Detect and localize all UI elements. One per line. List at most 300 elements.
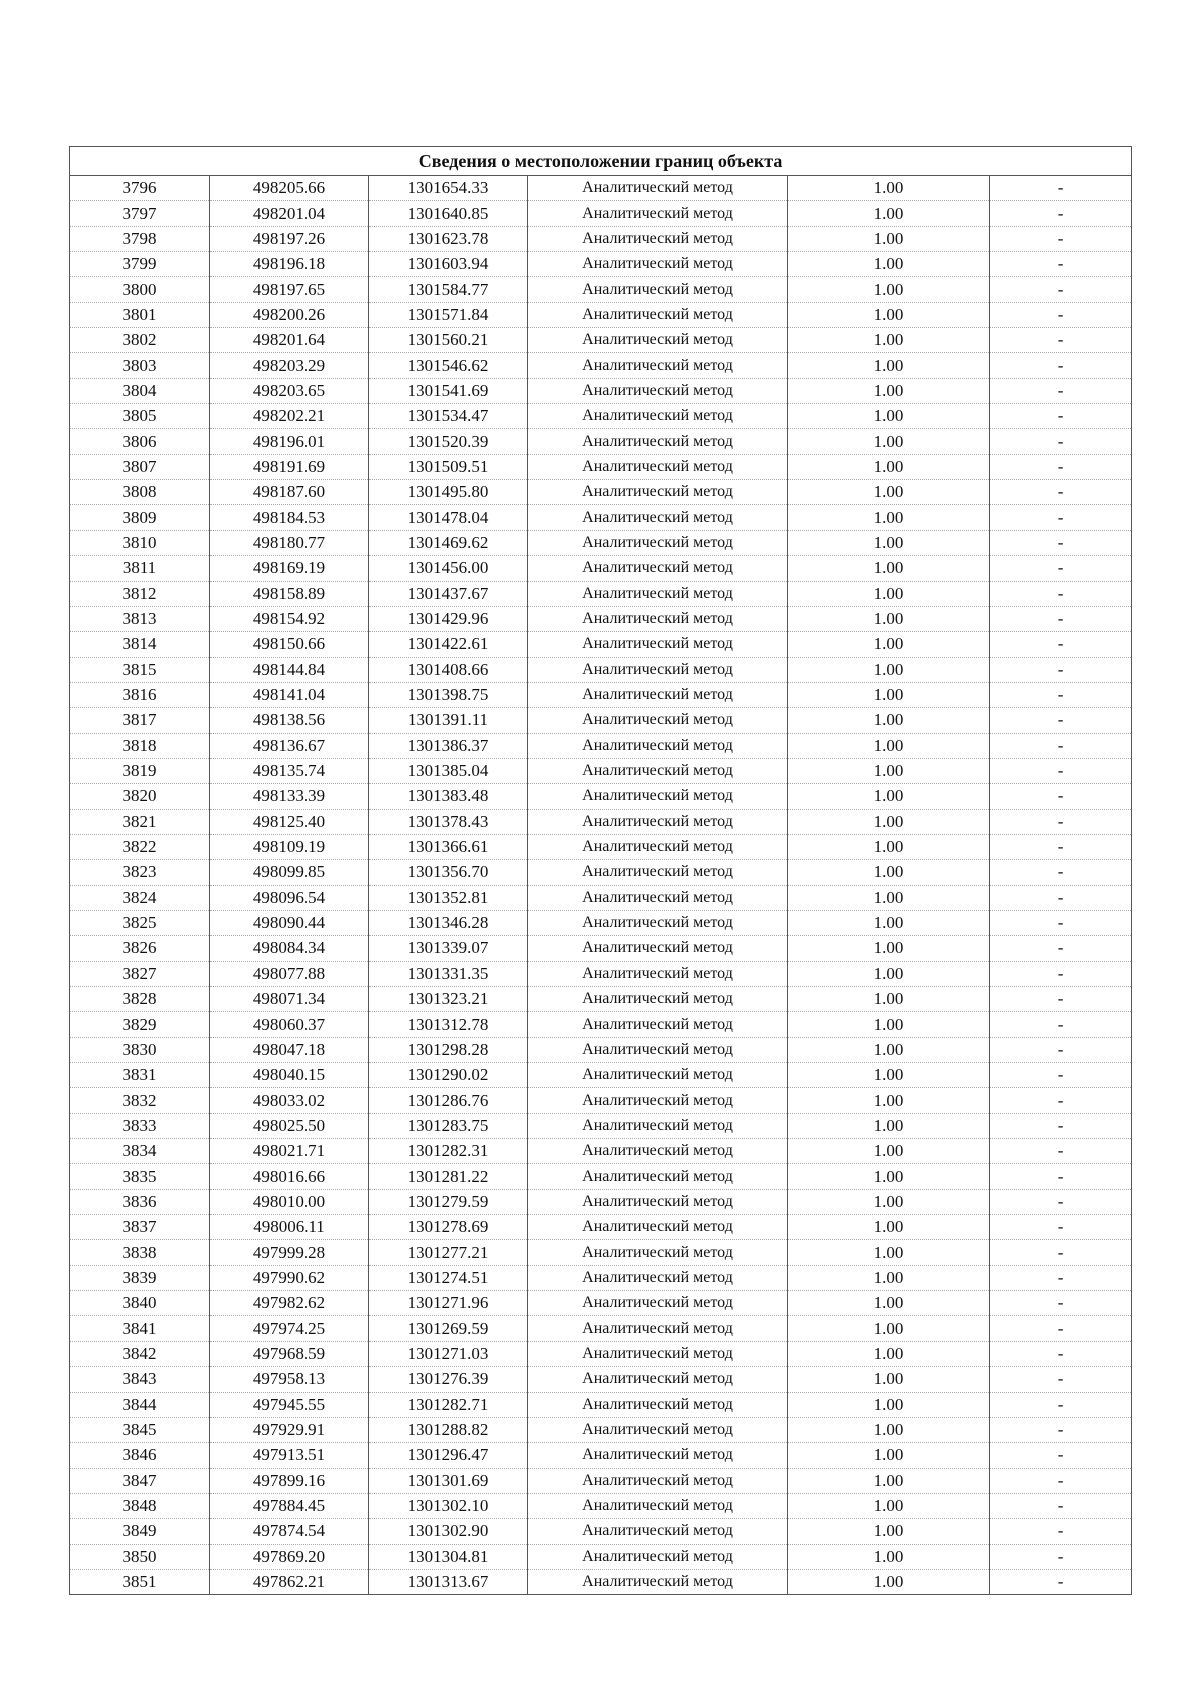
- cell-description: -: [990, 1468, 1132, 1493]
- cell-y-coordinate: 1301640.85: [369, 201, 528, 226]
- cell-x-coordinate: 498040.15: [210, 1063, 369, 1088]
- cell-y-coordinate: 1301391.11: [369, 708, 528, 733]
- cell-accuracy: 1.00: [788, 1392, 990, 1417]
- cell-x-coordinate: 498196.18: [210, 252, 369, 277]
- table-row: [70, 1012, 1132, 1037]
- cell-method: Аналитический метод: [528, 1240, 788, 1265]
- cell-x-coordinate: 498169.19: [210, 556, 369, 581]
- cell-y-coordinate: 1301509.51: [369, 454, 528, 479]
- cell-point-number: 3842: [70, 1341, 210, 1366]
- cell-point-number: 3807: [70, 454, 210, 479]
- cell-point-number: 3848: [70, 1493, 210, 1518]
- table-row: [70, 328, 1132, 353]
- cell-y-coordinate: 1301296.47: [369, 1443, 528, 1468]
- cell-y-coordinate: 1301302.90: [369, 1519, 528, 1544]
- cell-accuracy: 1.00: [788, 277, 990, 302]
- cell-y-coordinate: 1301623.78: [369, 226, 528, 251]
- cell-point-number: 3834: [70, 1139, 210, 1164]
- cell-accuracy: 1.00: [788, 480, 990, 505]
- cell-accuracy: 1.00: [788, 961, 990, 986]
- cell-description: -: [990, 1265, 1132, 1290]
- cell-description: -: [990, 758, 1132, 783]
- cell-point-number: 3815: [70, 657, 210, 682]
- cell-description: -: [990, 328, 1132, 353]
- cell-accuracy: 1.00: [788, 429, 990, 454]
- cell-description: -: [990, 277, 1132, 302]
- cell-accuracy: 1.00: [788, 505, 990, 530]
- cell-description: -: [990, 1291, 1132, 1316]
- cell-point-number: 3825: [70, 910, 210, 935]
- table-row: [70, 480, 1132, 505]
- cell-method: Аналитический метод: [528, 682, 788, 707]
- cell-point-number: 3838: [70, 1240, 210, 1265]
- cell-y-coordinate: 1301385.04: [369, 758, 528, 783]
- cell-description: -: [990, 353, 1132, 378]
- cell-point-number: 3833: [70, 1113, 210, 1138]
- cell-method: Аналитический метод: [528, 834, 788, 859]
- cell-point-number: 3811: [70, 556, 210, 581]
- cell-description: -: [990, 530, 1132, 555]
- cell-accuracy: 1.00: [788, 606, 990, 631]
- cell-accuracy: 1.00: [788, 353, 990, 378]
- cell-x-coordinate: 498084.34: [210, 936, 369, 961]
- cell-x-coordinate: 498109.19: [210, 834, 369, 859]
- cell-accuracy: 1.00: [788, 1443, 990, 1468]
- cell-description: -: [990, 581, 1132, 606]
- cell-description: -: [990, 454, 1132, 479]
- cell-y-coordinate: 1301312.78: [369, 1012, 528, 1037]
- cell-y-coordinate: 1301288.82: [369, 1417, 528, 1442]
- cell-accuracy: 1.00: [788, 302, 990, 327]
- cell-x-coordinate: 498006.11: [210, 1215, 369, 1240]
- cell-y-coordinate: 1301469.62: [369, 530, 528, 555]
- cell-y-coordinate: 1301282.31: [369, 1139, 528, 1164]
- cell-x-coordinate: 497913.51: [210, 1443, 369, 1468]
- cell-x-coordinate: 498099.85: [210, 860, 369, 885]
- cell-point-number: 3814: [70, 632, 210, 657]
- cell-point-number: 3823: [70, 860, 210, 885]
- cell-point-number: 3816: [70, 682, 210, 707]
- cell-x-coordinate: 498125.40: [210, 809, 369, 834]
- cell-y-coordinate: 1301366.61: [369, 834, 528, 859]
- table-row: [70, 1417, 1132, 1442]
- cell-accuracy: 1.00: [788, 657, 990, 682]
- cell-y-coordinate: 1301356.70: [369, 860, 528, 885]
- cell-description: -: [990, 682, 1132, 707]
- cell-method: Аналитический метод: [528, 302, 788, 327]
- cell-point-number: 3841: [70, 1316, 210, 1341]
- cell-point-number: 3818: [70, 733, 210, 758]
- cell-x-coordinate: 498025.50: [210, 1113, 369, 1138]
- cell-x-coordinate: 498090.44: [210, 910, 369, 935]
- cell-description: -: [990, 1037, 1132, 1062]
- cell-description: -: [990, 252, 1132, 277]
- cell-point-number: 3851: [70, 1569, 210, 1594]
- cell-accuracy: 1.00: [788, 1139, 990, 1164]
- cell-y-coordinate: 1301283.75: [369, 1113, 528, 1138]
- table-row: [70, 556, 1132, 581]
- table-row: [70, 353, 1132, 378]
- cell-accuracy: 1.00: [788, 936, 990, 961]
- cell-y-coordinate: 1301281.22: [369, 1164, 528, 1189]
- table-row: [70, 1291, 1132, 1316]
- cell-x-coordinate: 498141.04: [210, 682, 369, 707]
- cell-y-coordinate: 1301429.96: [369, 606, 528, 631]
- cell-y-coordinate: 1301654.33: [369, 176, 528, 201]
- cell-x-coordinate: 498016.66: [210, 1164, 369, 1189]
- cell-x-coordinate: 498096.54: [210, 885, 369, 910]
- cell-y-coordinate: 1301313.67: [369, 1569, 528, 1594]
- cell-x-coordinate: 498200.26: [210, 302, 369, 327]
- cell-method: Аналитический метод: [528, 556, 788, 581]
- cell-accuracy: 1.00: [788, 834, 990, 859]
- cell-accuracy: 1.00: [788, 378, 990, 403]
- cell-description: -: [990, 784, 1132, 809]
- cell-point-number: 3830: [70, 1037, 210, 1062]
- cell-method: Аналитический метод: [528, 987, 788, 1012]
- cell-description: -: [990, 1012, 1132, 1037]
- cell-method: Аналитический метод: [528, 1443, 788, 1468]
- table-row: [70, 1468, 1132, 1493]
- cell-description: -: [990, 302, 1132, 327]
- cell-method: Аналитический метод: [528, 632, 788, 657]
- table-title: Сведения о местоположении границ объекта: [70, 147, 1132, 176]
- cell-method: Аналитический метод: [528, 1544, 788, 1569]
- cell-x-coordinate: 498071.34: [210, 987, 369, 1012]
- cell-point-number: 3817: [70, 708, 210, 733]
- cell-description: -: [990, 1164, 1132, 1189]
- table-row: [70, 226, 1132, 251]
- cell-method: Аналитический метод: [528, 1164, 788, 1189]
- cell-description: -: [990, 733, 1132, 758]
- cell-accuracy: 1.00: [788, 1240, 990, 1265]
- cell-y-coordinate: 1301422.61: [369, 632, 528, 657]
- cell-method: Аналитический метод: [528, 1341, 788, 1366]
- cell-accuracy: 1.00: [788, 1012, 990, 1037]
- cell-point-number: 3824: [70, 885, 210, 910]
- table-row: [70, 1063, 1132, 1088]
- cell-method: Аналитический метод: [528, 1468, 788, 1493]
- cell-point-number: 3844: [70, 1392, 210, 1417]
- table-row: [70, 834, 1132, 859]
- cell-point-number: 3805: [70, 404, 210, 429]
- cell-accuracy: 1.00: [788, 885, 990, 910]
- cell-accuracy: 1.00: [788, 1063, 990, 1088]
- cell-method: Аналитический метод: [528, 910, 788, 935]
- cell-y-coordinate: 1301541.69: [369, 378, 528, 403]
- cell-x-coordinate: 497958.13: [210, 1367, 369, 1392]
- cell-y-coordinate: 1301290.02: [369, 1063, 528, 1088]
- cell-method: Аналитический метод: [528, 1519, 788, 1544]
- cell-y-coordinate: 1301301.69: [369, 1468, 528, 1493]
- cell-point-number: 3808: [70, 480, 210, 505]
- cell-y-coordinate: 1301304.81: [369, 1544, 528, 1569]
- cell-point-number: 3813: [70, 606, 210, 631]
- cell-description: -: [990, 1240, 1132, 1265]
- cell-description: -: [990, 1392, 1132, 1417]
- table-row: [70, 758, 1132, 783]
- cell-description: -: [990, 860, 1132, 885]
- cell-y-coordinate: 1301271.03: [369, 1341, 528, 1366]
- table-row: [70, 1392, 1132, 1417]
- cell-y-coordinate: 1301282.71: [369, 1392, 528, 1417]
- cell-description: -: [990, 201, 1132, 226]
- cell-y-coordinate: 1301278.69: [369, 1215, 528, 1240]
- table-row: [70, 1113, 1132, 1138]
- cell-y-coordinate: 1301269.59: [369, 1316, 528, 1341]
- cell-y-coordinate: 1301279.59: [369, 1189, 528, 1214]
- cell-description: -: [990, 1215, 1132, 1240]
- cell-y-coordinate: 1301276.39: [369, 1367, 528, 1392]
- cell-x-coordinate: 497869.20: [210, 1544, 369, 1569]
- cell-description: -: [990, 1139, 1132, 1164]
- cell-x-coordinate: 498197.26: [210, 226, 369, 251]
- table-row: [70, 378, 1132, 403]
- cell-method: Аналитический метод: [528, 1367, 788, 1392]
- cell-accuracy: 1.00: [788, 860, 990, 885]
- table-row: [70, 885, 1132, 910]
- cell-point-number: 3840: [70, 1291, 210, 1316]
- cell-description: -: [990, 1341, 1132, 1366]
- cell-method: Аналитический метод: [528, 277, 788, 302]
- cell-method: Аналитический метод: [528, 1291, 788, 1316]
- table-row: [70, 429, 1132, 454]
- cell-description: -: [990, 226, 1132, 251]
- cell-method: Аналитический метод: [528, 860, 788, 885]
- cell-accuracy: 1.00: [788, 733, 990, 758]
- cell-point-number: 3797: [70, 201, 210, 226]
- cell-x-coordinate: 498154.92: [210, 606, 369, 631]
- cell-y-coordinate: 1301560.21: [369, 328, 528, 353]
- cell-x-coordinate: 497974.25: [210, 1316, 369, 1341]
- cell-description: -: [990, 708, 1132, 733]
- cell-x-coordinate: 498197.65: [210, 277, 369, 302]
- table-row: [70, 252, 1132, 277]
- cell-point-number: 3810: [70, 530, 210, 555]
- cell-y-coordinate: 1301331.35: [369, 961, 528, 986]
- cell-accuracy: 1.00: [788, 404, 990, 429]
- cell-method: Аналитический метод: [528, 657, 788, 682]
- cell-description: -: [990, 632, 1132, 657]
- cell-x-coordinate: 498033.02: [210, 1088, 369, 1113]
- cell-point-number: 3832: [70, 1088, 210, 1113]
- cell-accuracy: 1.00: [788, 581, 990, 606]
- cell-point-number: 3850: [70, 1544, 210, 1569]
- table-row: [70, 1265, 1132, 1290]
- table-title-row: [70, 147, 1132, 176]
- cell-description: -: [990, 505, 1132, 530]
- cell-description: -: [990, 809, 1132, 834]
- table-row: [70, 1037, 1132, 1062]
- cell-x-coordinate: 498158.89: [210, 581, 369, 606]
- cell-accuracy: 1.00: [788, 226, 990, 251]
- cell-description: -: [990, 910, 1132, 935]
- cell-description: -: [990, 1316, 1132, 1341]
- cell-x-coordinate: 497999.28: [210, 1240, 369, 1265]
- table-row: [70, 961, 1132, 986]
- cell-point-number: 3820: [70, 784, 210, 809]
- cell-method: Аналитический метод: [528, 784, 788, 809]
- cell-description: -: [990, 987, 1132, 1012]
- cell-accuracy: 1.00: [788, 1519, 990, 1544]
- cell-accuracy: 1.00: [788, 1316, 990, 1341]
- table-row: [70, 682, 1132, 707]
- cell-x-coordinate: 498202.21: [210, 404, 369, 429]
- cell-method: Аналитический метод: [528, 480, 788, 505]
- cell-method: Аналитический метод: [528, 429, 788, 454]
- cell-method: Аналитический метод: [528, 1037, 788, 1062]
- cell-method: Аналитический метод: [528, 1392, 788, 1417]
- cell-y-coordinate: 1301323.21: [369, 987, 528, 1012]
- cell-point-number: 3843: [70, 1367, 210, 1392]
- cell-x-coordinate: 498196.01: [210, 429, 369, 454]
- cell-point-number: 3835: [70, 1164, 210, 1189]
- cell-description: -: [990, 556, 1132, 581]
- cell-accuracy: 1.00: [788, 1265, 990, 1290]
- cell-method: Аналитический метод: [528, 1215, 788, 1240]
- cell-method: Аналитический метод: [528, 1012, 788, 1037]
- table-row: [70, 1139, 1132, 1164]
- cell-point-number: 3829: [70, 1012, 210, 1037]
- cell-point-number: 3837: [70, 1215, 210, 1240]
- cell-description: -: [990, 657, 1132, 682]
- cell-description: -: [990, 1493, 1132, 1518]
- table-row: [70, 1189, 1132, 1214]
- cell-method: Аналитический метод: [528, 1316, 788, 1341]
- cell-method: Аналитический метод: [528, 454, 788, 479]
- cell-point-number: 3847: [70, 1468, 210, 1493]
- cell-description: -: [990, 429, 1132, 454]
- cell-y-coordinate: 1301571.84: [369, 302, 528, 327]
- cell-accuracy: 1.00: [788, 252, 990, 277]
- cell-method: Аналитический метод: [528, 1063, 788, 1088]
- cell-accuracy: 1.00: [788, 328, 990, 353]
- cell-method: Аналитический метод: [528, 378, 788, 403]
- table-row: [70, 277, 1132, 302]
- table-row: [70, 1341, 1132, 1366]
- cell-description: -: [990, 1519, 1132, 1544]
- cell-point-number: 3802: [70, 328, 210, 353]
- cell-point-number: 3819: [70, 758, 210, 783]
- cell-point-number: 3821: [70, 809, 210, 834]
- cell-point-number: 3846: [70, 1443, 210, 1468]
- cell-method: Аналитический метод: [528, 581, 788, 606]
- table-row: [70, 733, 1132, 758]
- cell-method: Аналитический метод: [528, 885, 788, 910]
- cell-method: Аналитический метод: [528, 758, 788, 783]
- cell-point-number: 3827: [70, 961, 210, 986]
- cell-accuracy: 1.00: [788, 987, 990, 1012]
- cell-description: -: [990, 1088, 1132, 1113]
- table-row: [70, 454, 1132, 479]
- cell-method: Аналитический метод: [528, 201, 788, 226]
- table-row: [70, 1164, 1132, 1189]
- cell-x-coordinate: 498150.66: [210, 632, 369, 657]
- table-row: [70, 201, 1132, 226]
- table-row: [70, 1544, 1132, 1569]
- table-row: [70, 708, 1132, 733]
- cell-method: Аналитический метод: [528, 1139, 788, 1164]
- cell-method: Аналитический метод: [528, 176, 788, 201]
- cell-description: -: [990, 480, 1132, 505]
- table-row: [70, 176, 1132, 201]
- cell-accuracy: 1.00: [788, 1215, 990, 1240]
- cell-description: -: [990, 1569, 1132, 1594]
- cell-y-coordinate: 1301478.04: [369, 505, 528, 530]
- cell-method: Аналитический метод: [528, 1417, 788, 1442]
- cell-accuracy: 1.00: [788, 1088, 990, 1113]
- cell-x-coordinate: 497982.62: [210, 1291, 369, 1316]
- cell-x-coordinate: 498136.67: [210, 733, 369, 758]
- cell-y-coordinate: 1301277.21: [369, 1240, 528, 1265]
- cell-accuracy: 1.00: [788, 758, 990, 783]
- cell-y-coordinate: 1301546.62: [369, 353, 528, 378]
- cell-point-number: 3839: [70, 1265, 210, 1290]
- cell-y-coordinate: 1301383.48: [369, 784, 528, 809]
- cell-x-coordinate: 497884.45: [210, 1493, 369, 1518]
- cell-point-number: 3836: [70, 1189, 210, 1214]
- table-body: [70, 176, 1132, 1595]
- cell-accuracy: 1.00: [788, 682, 990, 707]
- cell-description: -: [990, 961, 1132, 986]
- cell-accuracy: 1.00: [788, 708, 990, 733]
- table-row: [70, 1493, 1132, 1518]
- cell-y-coordinate: 1301286.76: [369, 1088, 528, 1113]
- cell-description: -: [990, 1544, 1132, 1569]
- cell-description: -: [990, 176, 1132, 201]
- cell-description: -: [990, 378, 1132, 403]
- table-row: [70, 809, 1132, 834]
- cell-method: Аналитический метод: [528, 1088, 788, 1113]
- cell-point-number: 3845: [70, 1417, 210, 1442]
- cell-point-number: 3822: [70, 834, 210, 859]
- cell-accuracy: 1.00: [788, 201, 990, 226]
- cell-method: Аналитический метод: [528, 328, 788, 353]
- cell-method: Аналитический метод: [528, 733, 788, 758]
- cell-accuracy: 1.00: [788, 556, 990, 581]
- cell-x-coordinate: 497862.21: [210, 1569, 369, 1594]
- cell-y-coordinate: 1301274.51: [369, 1265, 528, 1290]
- cell-y-coordinate: 1301495.80: [369, 480, 528, 505]
- cell-x-coordinate: 498021.71: [210, 1139, 369, 1164]
- cell-description: -: [990, 1189, 1132, 1214]
- cell-x-coordinate: 498133.39: [210, 784, 369, 809]
- cell-x-coordinate: 498203.65: [210, 378, 369, 403]
- cell-x-coordinate: 498191.69: [210, 454, 369, 479]
- table-row: [70, 1240, 1132, 1265]
- cell-description: -: [990, 606, 1132, 631]
- cell-y-coordinate: 1301437.67: [369, 581, 528, 606]
- cell-x-coordinate: 497990.62: [210, 1265, 369, 1290]
- cell-point-number: 3799: [70, 252, 210, 277]
- cell-point-number: 3804: [70, 378, 210, 403]
- cell-accuracy: 1.00: [788, 1164, 990, 1189]
- cell-x-coordinate: 498184.53: [210, 505, 369, 530]
- cell-y-coordinate: 1301346.28: [369, 910, 528, 935]
- cell-point-number: 3812: [70, 581, 210, 606]
- cell-x-coordinate: 498205.66: [210, 176, 369, 201]
- cell-method: Аналитический метод: [528, 252, 788, 277]
- cell-point-number: 3826: [70, 936, 210, 961]
- cell-accuracy: 1.00: [788, 809, 990, 834]
- cell-y-coordinate: 1301603.94: [369, 252, 528, 277]
- cell-x-coordinate: 498180.77: [210, 530, 369, 555]
- cell-x-coordinate: 498138.56: [210, 708, 369, 733]
- table-row: [70, 1215, 1132, 1240]
- cell-x-coordinate: 497968.59: [210, 1341, 369, 1366]
- table-row: [70, 784, 1132, 809]
- cell-x-coordinate: 498201.04: [210, 201, 369, 226]
